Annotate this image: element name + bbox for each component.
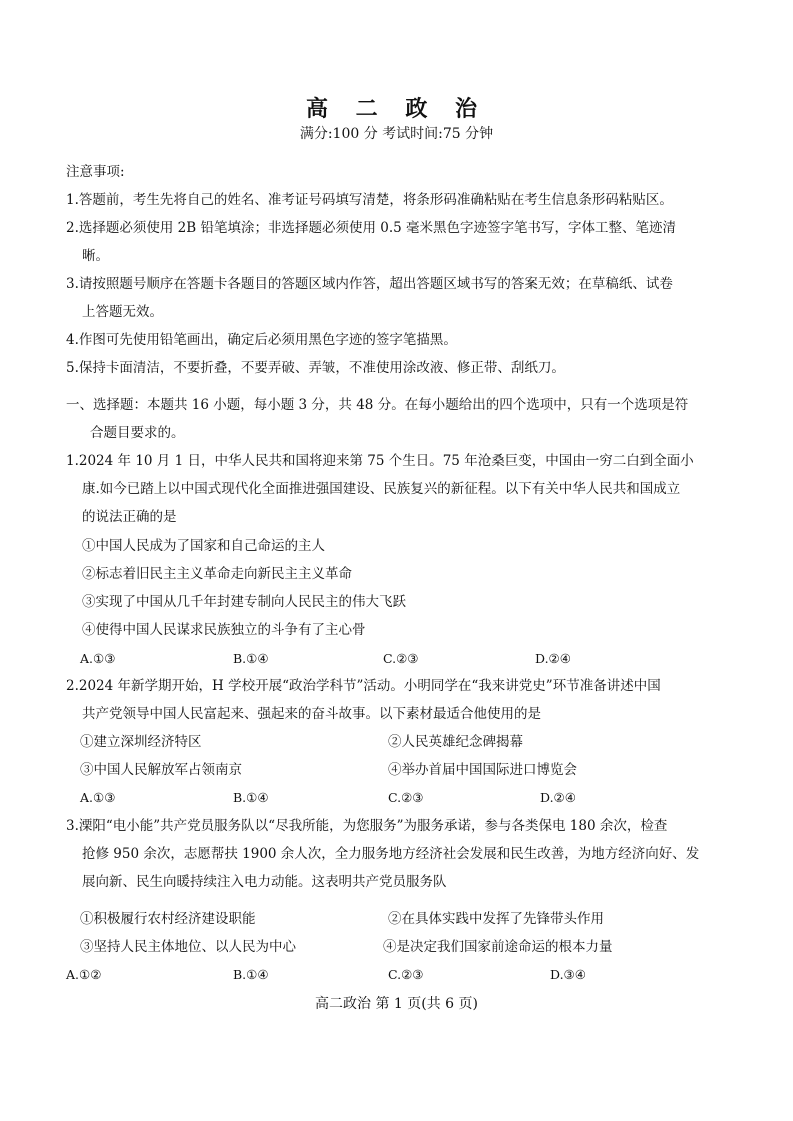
q3-item-2: ②在具体实践中发挥了先锋带头作用: [388, 911, 604, 927]
note-2-cont: 晰。: [82, 248, 109, 264]
q1-option-d: D.②④: [535, 651, 571, 666]
q3-option-c: C.②③: [388, 967, 424, 982]
q1-item-2: ②标志着旧民主主义革命走向新民主主义革命: [82, 566, 352, 582]
q2-item-1: ①建立深圳经济特区: [80, 734, 202, 750]
q1-option-a: A.①③: [80, 651, 116, 666]
note-2: 2.选择题必须使用 2B 铅笔填涂；非选择题必须使用 0.5 毫米黑色字迹签字笔书写，字体工整、笔迹清: [66, 220, 677, 236]
q3-option-b: B.①④: [233, 967, 269, 982]
q1-stem-3: 的说法正确的是: [82, 509, 177, 525]
q1-option-b: B.①④: [233, 651, 269, 666]
q2-option-c: C.②③: [388, 790, 424, 805]
q1-item-3: ③实现了中国从几千年封建专制向人民民主的伟大飞跃: [82, 594, 406, 610]
q1-item-1: ①中国人民成为了国家和自己命运的主人: [82, 538, 325, 554]
q3-stem-2: 抢修 950 余次，志愿帮扶 1900 余人次，全力服务地方经济社会发展和民生改善，为地方经济向好、发: [82, 846, 700, 862]
note-1: 1.答题前，考生先将自己的姓名、准考证号码填写清楚，将条形码准确粘贴在考生信息条形码粘贴区。: [66, 192, 673, 208]
q3-stem-1: 3.溧阳“电小能”共产党员服务队以“尽我所能，为您服务”为服务承诺，参与各类保电 180 余次，检查: [66, 818, 668, 834]
page-title: 高 二 政 治: [306, 96, 487, 122]
note-3-cont: 上答题无效。: [82, 304, 163, 320]
q1-item-4: ④使得中国人民谋求民族独立的斗争有了主心骨: [82, 622, 366, 638]
q2-stem-1: 2.2024 年新学期开始，H 学校开展“政治学科节”活动。小明同学在“我来讲党史”环节准备讲述中国: [66, 678, 661, 694]
section-heading-cont: 合题目要求的。: [90, 425, 185, 441]
q2-item-4: ④举办首届中国国际进口博览会: [388, 762, 577, 778]
exam-info: 满分:100 分 考试时间:75 分钟: [299, 126, 494, 142]
q1-stem-1: 1.2024 年 10 月 1 日，中华人民共和国将迎来第 75 个生日。75 年沧桑巨变，中国由一穷二白到全面小: [66, 453, 694, 469]
q2-stem-2: 共产党领导中国人民富起来、强起来的奋斗故事。以下素材最适合他使用的是: [82, 706, 541, 722]
q2-item-3: ③中国人民解放军占领南京: [80, 762, 242, 778]
q2-option-b: B.①④: [233, 790, 269, 805]
note-5: 5.保持卡面清洁，不要折叠，不要弄破、弄皱，不准使用涂改液、修正带、刮纸刀。: [66, 360, 565, 376]
q3-item-1: ①积极履行农村经济建设职能: [80, 911, 256, 927]
q1-stem-2: 康.如今已踏上以中国式现代化全面推进强国建设、民族复兴的新征程。以下有关中华人民共和国成立: [82, 481, 681, 497]
q3-option-d: D.③④: [550, 967, 586, 982]
q1-option-c: C.②③: [383, 651, 419, 666]
q3-stem-3: 展向新、民生向暖持续注入电力动能。这表明共产党员服务队: [82, 874, 447, 890]
q2-option-d: D.②④: [540, 790, 576, 805]
note-4: 4.作图可先使用铅笔画出，确定后必须用黑色字迹的签字笔描黑。: [66, 332, 457, 348]
q2-item-2: ②人民英雄纪念碑揭幕: [388, 734, 523, 750]
note-3: 3.请按照题号顺序在答题卡各题目的答题区域内作答，超出答题区域书写的答案无效；在草稿纸、试卷: [66, 276, 673, 292]
notes-heading: 注意事项:: [66, 164, 125, 180]
q3-option-a: A.①②: [66, 967, 102, 982]
section-heading: 一、选择题：本题共 16 小题，每小题 3 分，共 48 分。在每小题给出的四个选项中，只有一个选项是符: [66, 397, 689, 413]
q3-item-3: ③坚持人民主体地位、以人民为中心: [80, 939, 296, 955]
q2-option-a: A.①③: [80, 790, 116, 805]
page-footer: 高二政治 第 1 页(共 6 页): [315, 996, 478, 1012]
q3-item-4: ④是决定我们国家前途命运的根本力量: [383, 939, 613, 955]
